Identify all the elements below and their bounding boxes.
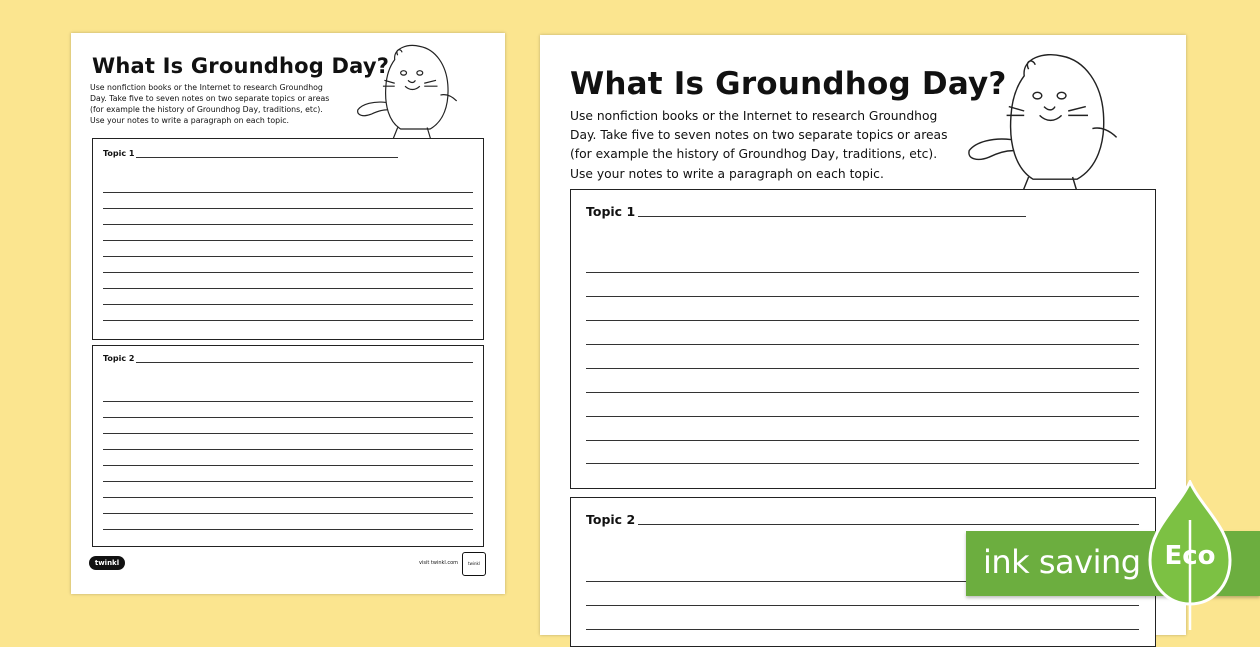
- ruled-line[interactable]: [103, 192, 473, 193]
- ruled-line[interactable]: [103, 304, 473, 305]
- ruled-line[interactable]: [586, 368, 1139, 369]
- topic-2-line[interactable]: [638, 524, 1139, 525]
- ruled-line[interactable]: [103, 417, 473, 418]
- ruled-line[interactable]: [103, 497, 473, 498]
- topic-1-line[interactable]: [136, 157, 398, 158]
- topic-1-box: [92, 138, 484, 340]
- topic-2-line[interactable]: [136, 362, 473, 363]
- twinkl-logo: twinkl: [89, 556, 125, 570]
- ruled-line[interactable]: [586, 605, 1139, 606]
- topic-2-label: Topic 2: [586, 512, 636, 527]
- ruled-line[interactable]: [586, 272, 1139, 273]
- ruled-line[interactable]: [103, 481, 473, 482]
- ruled-line[interactable]: [586, 320, 1139, 321]
- footer-url: visit twinkl.com: [419, 560, 459, 566]
- worksheet-instructions: Use nonfiction books or the Internet to research Groundhog Day. Take five to seven notes on two separate topics or areas (for example the history of Groundhog Day, traditions, etc). Use your notes to write a paragraph on each topic.: [570, 109, 948, 181]
- ruled-line[interactable]: [586, 440, 1139, 441]
- ruled-line[interactable]: [103, 208, 473, 209]
- topic-1-label: Topic 1: [586, 204, 636, 219]
- topic-2-label: Topic 2: [103, 354, 135, 363]
- ruled-line[interactable]: [103, 433, 473, 434]
- ruled-line[interactable]: [103, 224, 473, 225]
- ruled-line[interactable]: [586, 416, 1139, 417]
- ruled-line[interactable]: [103, 449, 473, 450]
- ruled-line[interactable]: [586, 463, 1139, 464]
- ruled-line[interactable]: [586, 392, 1139, 393]
- worksheet-title: What Is Groundhog Day?: [92, 54, 390, 78]
- ruled-line[interactable]: [103, 320, 473, 321]
- topic-1-box: [570, 189, 1156, 489]
- ruled-line[interactable]: [586, 344, 1139, 345]
- topic-1-line[interactable]: [638, 216, 1026, 217]
- worksheet-title: What Is Groundhog Day?: [570, 66, 1007, 102]
- ruled-line[interactable]: [103, 529, 473, 530]
- ruled-line[interactable]: [586, 296, 1139, 297]
- eco-label: Eco: [1164, 541, 1216, 571]
- topic-2-box: [92, 345, 484, 547]
- ruled-line[interactable]: [103, 465, 473, 466]
- twinkl-badge: twinkl: [462, 552, 486, 576]
- ruled-line[interactable]: [103, 256, 473, 257]
- ruled-line[interactable]: [103, 513, 473, 514]
- ruled-line[interactable]: [103, 401, 473, 402]
- ink-saving-label: ink saving: [983, 543, 1141, 581]
- worksheet-instructions: Use nonfiction books or the Internet to research Groundhog Day. Take five to seven notes on two separate topics or areas (for example the history of Groundhog Day, traditions, etc). Use your notes to write a paragraph on each topic.: [90, 83, 330, 125]
- ruled-line[interactable]: [103, 288, 473, 289]
- topic-1-label: Topic 1: [103, 149, 135, 158]
- worksheet-preview-left: [71, 33, 505, 594]
- ruled-line[interactable]: [103, 272, 473, 273]
- ruled-line[interactable]: [103, 240, 473, 241]
